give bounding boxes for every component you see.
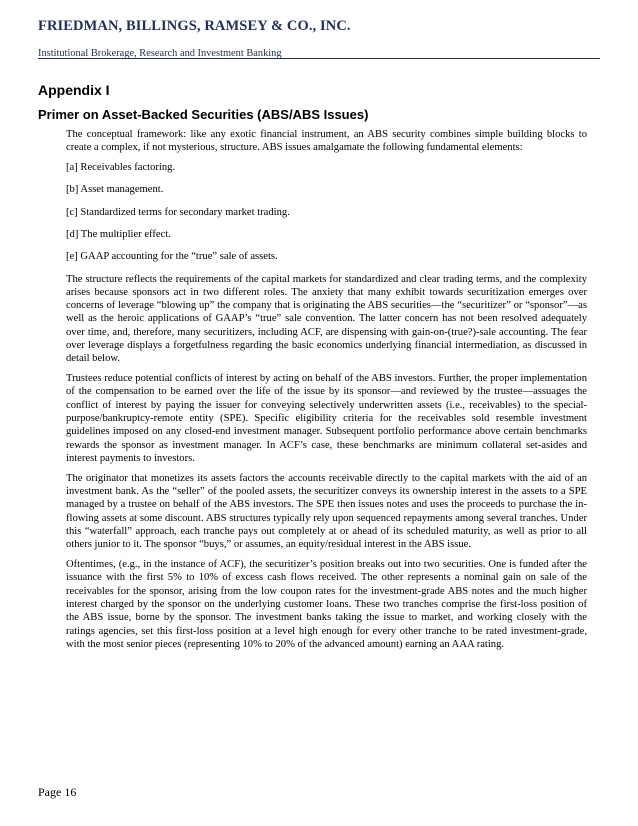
intro-paragraph: The conceptual framework: like any exotic financial instrument, an ABS security combines simple building blocks to create a complex, if not mysterious, structure. ABS issues amalgamate the following fundamental elements: xyxy=(66,129,587,154)
body-paragraph-oftentimes: Oftentimes, (e.g., in the instance of ACF), the securitizer’s position breaks out into two securities. One is funded after the issuance with the first 5% to 10% of excess cash flows received. The other represents a nominal gain on sale of the receivables for the sponsor, arising from the low coupon rates for the investment-grade ABS notes and the much higher interest charged by the sponsor on the underlying customer loans. These two tranches comprise the first-loss position of the ABS issue, borne by the sponsor. The investment banks taking the issue to market, and working closely with the ratings agencies, set this first-loss position at a level high enough for every other tranche to be rated investment-grade, with the most senior pieces (representing 10% to 20% of the advanced amount) earning an AAA rating. xyxy=(66,559,587,650)
element-item-b: [b] Asset management. xyxy=(66,184,164,196)
element-item-d: [d] The multiplier effect. xyxy=(66,228,171,240)
body-paragraph-structure: The structure reflects the requirements of the capital markets for standardized and clear trading terms, and the complexity arises because sponsors act in two different roles. The anxiety that many exhibit towards securitization emerges over concerns of leverage “blowing up” the company that is originating the ABS securities—the “securitizer” or “sponsor”—as well as the heroic applications of GAAP’s “true” sale convention. The latter concern has not been resolved adequately over time, and, therefore, many securitizers, including ACF, are dispensing with gain-on-(true?)-sale accounting. The fear over leverage displays a forgetfulness regarding the basic economics underlying financial intermediation, as discussed in detail below. xyxy=(66,273,587,365)
section-title: Primer on Asset-Backed Securities (ABS/ABS Issues) xyxy=(38,107,369,122)
body-paragraph-trustees: Trustees reduce potential conflicts of interest by acting on behalf of the ABS investors. Further, the proper implementation of the compensation to be earned over the life of the issue by its sponsor—and reviewed by the trustee—assuages the conflict of interest by paying the issuer for conveying selectively underwritten assets (i.e., receivables) to the special-purpose/bankruptcy-remote entity (SPE). Specific eligibility criteria for the receivables sold resemble investment guidelines imposed on any closed-end investment manager. Subsequent portfolio performance above certain benchmarks rewards the sponsor as investment manager. In ACF’s case, these benchmarks are minimum collateral set-asides and interest payments to investors. xyxy=(66,373,587,464)
element-item-a: [a] Receivables factoring. xyxy=(66,162,176,174)
element-item-e: [e] GAAP accounting for the “true” sale of assets. xyxy=(66,251,278,263)
firm-name: FRIEDMAN, BILLINGS, RAMSEY & CO., INC. xyxy=(38,18,351,34)
body-content xyxy=(66,128,587,658)
firm-subtitle: Institutional Brokerage, Research and Investment Banking xyxy=(38,48,282,59)
page-header xyxy=(38,18,600,59)
appendix-title: Appendix I xyxy=(38,82,110,98)
header-divider xyxy=(38,58,600,59)
body-paragraph-originator: The originator that monetizes its assets factors the accounts receivable directly to the capital markets with the aid of an investment bank. As the “seller” of the pooled assets, the securitizer conveys its ownership interest in the assets to a SPE managed by a trustee on behalf of the ABS investors. The SPE then issues notes and uses the proceeds to purchase the in-flowing assets at some discount. ABS structures typically rely upon sequenced repayments among several tranches. Under this “waterfall” approach, each tranche pays out completely at or ahead of its scheduled maturity, as well as prior to all others junior to it. The sponsor “buys,” or assumes, an equity/residual interest in the ABS issue. xyxy=(66,472,587,551)
page-number: Page 16 xyxy=(38,785,77,799)
element-item-c: [c] Standardized terms for secondary market trading. xyxy=(66,206,290,218)
